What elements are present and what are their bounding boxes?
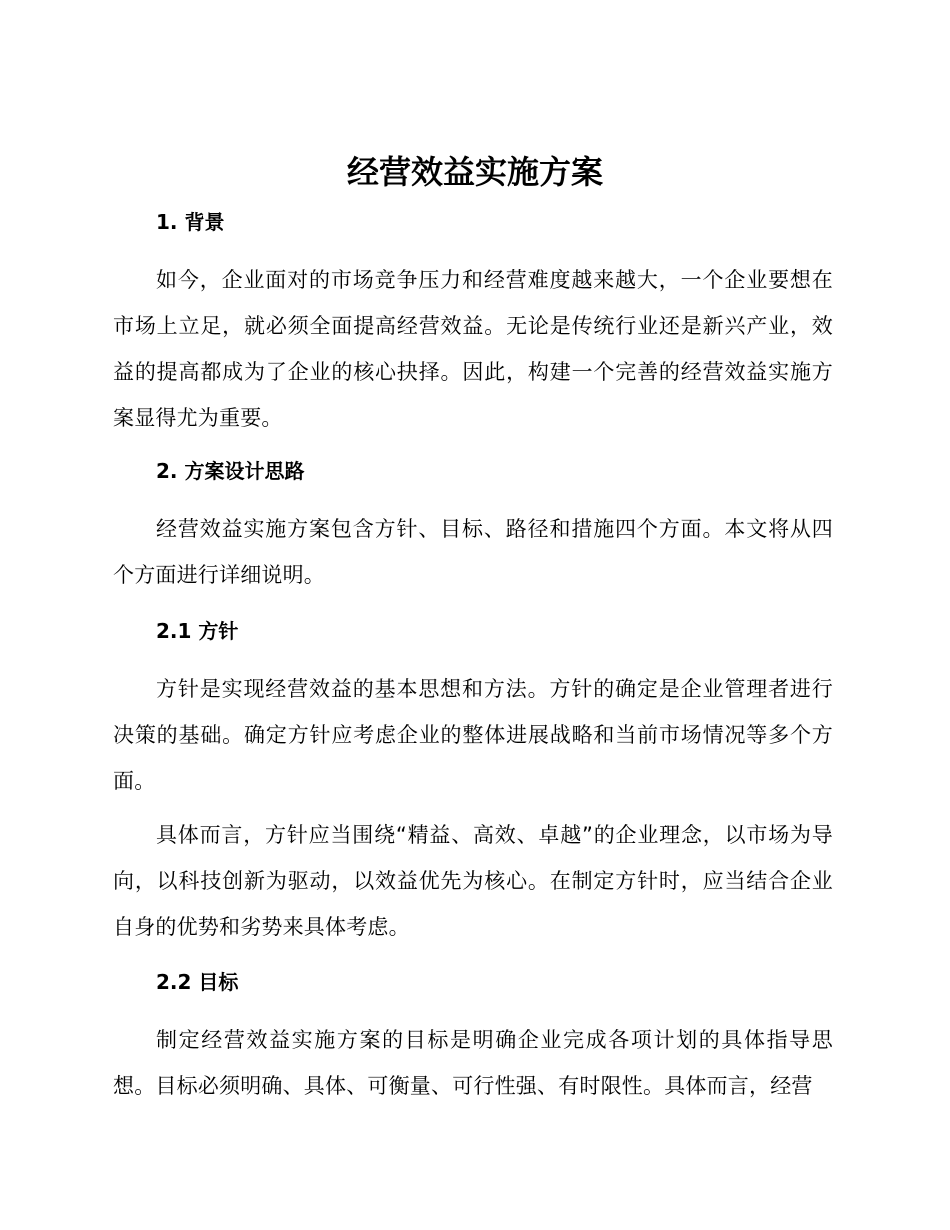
policy-paragraph-1: 方针是实现经营效益的基本思想和方法。方针的确定是企业管理者进行决策的基础。确定方针应考虑企业的整体进展战略和当前市场情况等多个方面。 [113,677,833,793]
document-title: 经营效益实施方案 [346,153,603,191]
section-heading-design-approach: 2. 方案设计思路 [156,459,305,483]
background-paragraph: 如今，企业面对的市场竞争压力和经营难度越来越大，一个企业要想在市场上立足，就必须全面提高经营效益。无论是传统行业还是新兴产业，效益的提高都成为了企业的核心抉择。因此，构建一个完善的经营效益实施方案显得尤为重要。 [113,268,833,430]
section-heading-background: 1. 背景 [156,210,225,234]
design-approach-paragraph: 经营效益实施方案包含方针、目标、路径和措施四个方面。本文将从四个方面进行详细说明。 [113,517,833,587]
section-heading-policy: 2.1 方针 [156,619,239,643]
policy-paragraph-2: 具体而言，方针应当围绕“精益、高效、卓越”的企业理念，以市场为导向，以科技创新为驱动，以效益优先为核心。在制定方针时，应当结合企业自身的优势和劣势来具体考虑。 [113,823,833,939]
goal-paragraph: 制定经营效益实施方案的目标是明确企业完成各项计划的具体指导思想。目标必须明确、具体、可衡量、可行性强、有时限性。具体而言，经营 [113,1028,833,1098]
section-heading-goal: 2.2 目标 [156,970,239,994]
